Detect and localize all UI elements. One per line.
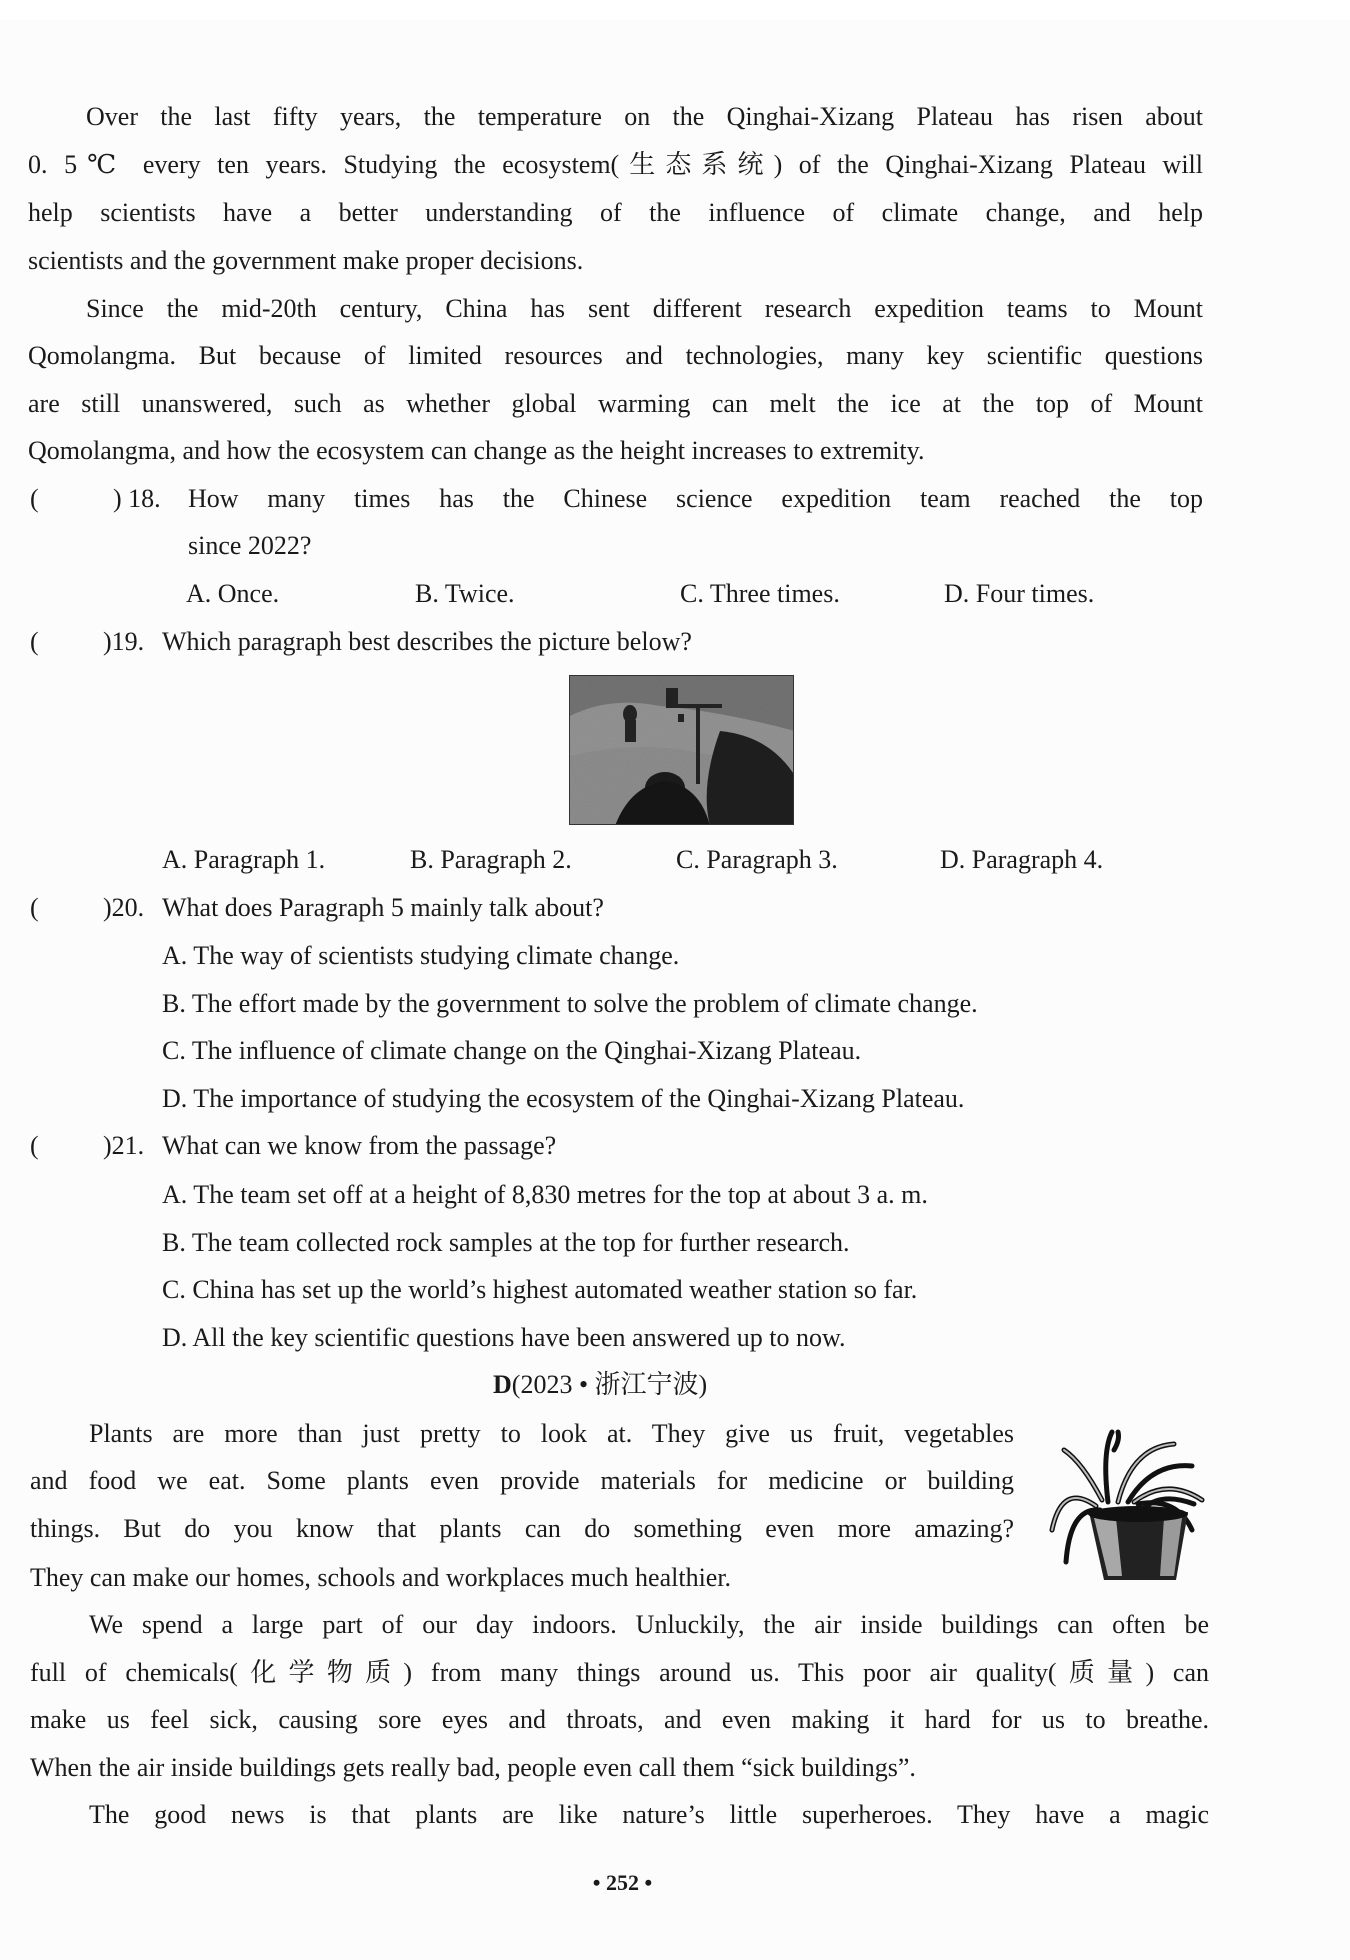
text-line: things. But do you know that plants can do something even more amazing? [30,1514,1014,1543]
answer-bracket-open[interactable]: ( [30,484,39,513]
option-d: D. Four times. [944,579,1095,608]
text-line: Qomolangma. But because of limited resources and technologies, many key scientific questions [28,341,1203,370]
text-line: scientists and the government make proper decisions. [28,246,584,275]
question-stem: Which paragraph best describes the picture below? [162,627,692,656]
option-c: C. China has set up the world’s highest automated weather station so far. [162,1275,918,1304]
option-a: A. Once. [186,579,280,608]
text-line: make us feel sick, causing sore eyes and throats, and even making it hard for us to breathe. [30,1705,1209,1734]
option-b: B. Twice. [415,579,515,608]
expedition-photo [569,675,794,825]
text-line: help scientists have a better understanding of the influence of climate change, and help [28,198,1203,227]
text-line: Since the mid-20th century, China has sent different research expedition teams to Mount [86,294,1203,323]
text-line: full of chemicals(化学物质) from many things around us. This poor air quality(质量) can [30,1658,1209,1687]
text-line: The good news is that plants are like nature’s little superheroes. They have a magic [89,1800,1209,1829]
text-line: They can make our homes, schools and workplaces much healthier. [30,1563,732,1592]
question-number: ) 18. [113,484,161,513]
option-c: C. Paragraph 3. [676,845,838,874]
potted-plant-icon [1042,1422,1208,1584]
text-line: and food we eat. Some plants even provide materials for medicine or building [30,1466,1014,1495]
option-d: D. The importance of studying the ecosystem of the Qinghai-Xizang Plateau. [162,1084,965,1113]
question-stem: What can we know from the passage? [162,1131,557,1160]
section-d-heading [493,1365,707,1405]
option-a: A. Paragraph 1. [162,845,326,874]
section-letter: D [493,1370,512,1399]
potted-plant-illustration [1042,1422,1208,1584]
question-stem: since 2022? [188,531,312,560]
answer-bracket-open[interactable]: ( [30,1131,39,1160]
question-number: )20. [103,893,145,922]
question-number: )19. [103,627,145,656]
option-b: B. The team collected rock samples at the top for further research. [162,1228,850,1257]
question-stem: How many times has the Chinese science expedition team reached the top [188,484,1203,513]
option-c: C. Three times. [680,579,840,608]
text-line: When the air inside buildings gets really bad, people even call them “sick buildings”. [30,1753,916,1782]
text-line: 0. 5℃ every ten years. Studying the ecosystem(生态系统) of the Qinghai-Xizang Plateau will [28,150,1203,179]
question-stem: What does Paragraph 5 mainly talk about? [162,893,604,922]
answer-bracket-open[interactable]: ( [30,627,39,656]
text-line: are still unanswered, such as whether global warming can melt the ice at the top of Mount [28,389,1203,418]
page-number: • 252 • [592,1870,653,1895]
option-d: D. All the key scientific questions have been answered up to now. [162,1323,846,1352]
text-line: Qomolangma, and how the ecosystem can change as the height increases to extremity. [28,436,925,465]
question-number: )21. [103,1131,145,1160]
option-c: C. The influence of climate change on the Qinghai-Xizang Plateau. [162,1036,862,1065]
summit-photo-icon [570,676,794,825]
option-a: A. The way of scientists studying climate change. [162,941,680,970]
page-top-band [0,0,1350,20]
option-b: B. Paragraph 2. [410,845,572,874]
option-b: B. The effort made by the government to solve the problem of climate change. [162,989,978,1018]
section-source: (2023 • 浙江宁波) [511,1370,708,1399]
option-a: A. The team set off at a height of 8,830 metres for the top at about 3 a. m. [162,1180,928,1209]
text-line: Over the last fifty years, the temperature on the Qinghai-Xizang Plateau has risen about [86,102,1203,131]
text-line: Plants are more than just pretty to look at. They give us fruit, vegetables [89,1419,1014,1448]
text-line: We spend a large part of our day indoors. Unluckily, the air inside buildings can often be [89,1610,1209,1639]
answer-bracket-open[interactable]: ( [30,893,39,922]
option-d: D. Paragraph 4. [940,845,1104,874]
